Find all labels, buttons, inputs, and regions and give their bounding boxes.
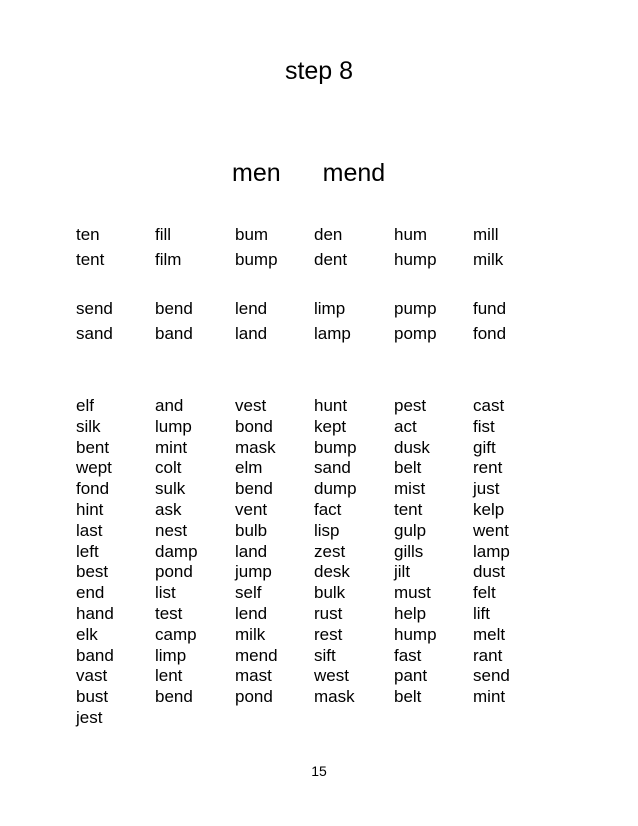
word-cell: rent: [473, 458, 503, 478]
word-cell: pant: [394, 666, 428, 686]
focus-word-pair: [232, 158, 385, 188]
word-cell: mist: [394, 479, 426, 499]
word-cell: best: [76, 562, 109, 582]
word-cell: kept: [314, 416, 347, 436]
word-cell: gift: [473, 437, 496, 457]
word-cell: milk: [235, 624, 266, 644]
word-cell: gills: [394, 541, 424, 561]
word-pairs-group-1: [76, 222, 556, 272]
word-cell: colt: [155, 458, 182, 478]
word-cell: limp: [155, 645, 187, 665]
page-number: 15: [311, 763, 327, 779]
word-row: [76, 666, 556, 687]
word-row: [76, 646, 556, 667]
word-cell: camp: [155, 624, 197, 644]
word-cell: mask: [235, 437, 276, 457]
word-cell: bond: [235, 416, 273, 436]
word-row: [76, 708, 556, 729]
word-cell: elf: [76, 396, 94, 415]
word-cell: mend: [235, 645, 278, 665]
word-cell: kelp: [473, 499, 505, 519]
word-cell: rust: [314, 603, 343, 623]
focus-word-blend: mend: [322, 159, 386, 187]
word-row: [76, 396, 556, 417]
word-cell: send: [76, 299, 113, 318]
word-row: [76, 625, 556, 646]
word-cell: lisp: [314, 520, 340, 540]
word-cell: ask: [155, 499, 182, 519]
word-row: [76, 417, 556, 438]
word-cell: tent: [394, 499, 423, 519]
word-cell: send: [473, 666, 510, 686]
word-cell: lift: [473, 603, 490, 623]
word-cell: vent: [235, 499, 268, 519]
word-list-grid: [76, 396, 556, 729]
word-cell: dusk: [394, 437, 430, 457]
word-cell: bump: [314, 437, 357, 457]
word-cell: lump: [155, 416, 192, 436]
word-cell: fond: [76, 479, 110, 499]
word-cell: fund: [473, 299, 507, 318]
word-cell: hump: [394, 624, 437, 644]
word-cell: hump: [394, 250, 437, 269]
word-row: [76, 247, 556, 272]
word-cell: melt: [473, 624, 506, 644]
word-row: [76, 321, 556, 346]
word-cell: bulb: [235, 520, 268, 540]
word-cell: vast: [76, 666, 108, 686]
word-cell: last: [76, 520, 103, 540]
word-cell: sift: [314, 645, 336, 665]
word-cell: [155, 708, 235, 729]
word-cell: hum: [394, 225, 428, 244]
word-cell: nest: [155, 520, 188, 540]
word-cell: land: [235, 324, 268, 343]
word-cell: left: [76, 541, 99, 561]
word-cell: mill: [473, 225, 499, 244]
word-row: [76, 562, 556, 583]
word-row: [76, 479, 556, 500]
word-cell: belt: [394, 687, 422, 707]
word-cell: rest: [314, 624, 343, 644]
word-cell: bump: [235, 250, 278, 269]
word-cell: jump: [235, 562, 272, 582]
word-cell: fill: [155, 225, 172, 244]
word-row: [76, 604, 556, 625]
word-cell: mint: [473, 687, 506, 707]
word-cell: must: [394, 583, 431, 603]
word-cell: just: [473, 479, 500, 499]
word-cell: ten: [76, 225, 100, 244]
word-cell: wept: [76, 458, 112, 478]
word-row: [76, 222, 556, 247]
word-cell: gulp: [394, 520, 427, 540]
word-cell: self: [235, 583, 262, 603]
word-cell: sand: [76, 324, 113, 343]
word-cell: belt: [394, 458, 422, 478]
word-cell: end: [76, 583, 105, 603]
word-cell: land: [235, 541, 268, 561]
word-cell: [473, 708, 553, 729]
word-cell: lend: [235, 299, 268, 318]
word-cell: band: [155, 324, 193, 343]
word-cell: help: [394, 603, 427, 623]
word-row: [76, 438, 556, 459]
word-cell: mint: [155, 437, 188, 457]
word-cell: pump: [394, 299, 437, 318]
word-cell: fast: [394, 645, 422, 665]
word-cell: cast: [473, 396, 505, 415]
word-cell: [314, 708, 394, 729]
word-cell: hint: [76, 499, 104, 519]
word-cell: hunt: [314, 396, 348, 415]
word-cell: dent: [314, 250, 348, 269]
word-cell: vest: [235, 396, 267, 415]
word-cell: mast: [235, 666, 272, 686]
word-cell: elk: [76, 624, 98, 644]
word-row: [76, 458, 556, 479]
word-pairs-group-2: [76, 296, 556, 346]
word-cell: tent: [76, 250, 105, 269]
word-cell: felt: [473, 583, 496, 603]
word-row: [76, 583, 556, 604]
word-cell: film: [155, 250, 182, 269]
word-cell: zest: [314, 541, 346, 561]
word-cell: dump: [314, 479, 357, 499]
word-row: [76, 687, 556, 708]
word-cell: lamp: [473, 541, 510, 561]
word-cell: [394, 708, 473, 729]
word-cell: elm: [235, 458, 263, 478]
focus-word-base: men: [232, 159, 281, 187]
word-cell: fist: [473, 416, 495, 436]
word-cell: sulk: [155, 479, 186, 499]
word-cell: damp: [155, 541, 198, 561]
word-cell: went: [473, 520, 509, 540]
word-row: [76, 500, 556, 521]
word-cell: fond: [473, 324, 507, 343]
word-cell: bend: [155, 687, 193, 707]
word-cell: pond: [155, 562, 193, 582]
word-cell: act: [394, 416, 417, 436]
word-cell: silk: [76, 416, 101, 436]
word-cell: dust: [473, 562, 506, 582]
word-cell: pond: [235, 687, 273, 707]
word-cell: bend: [235, 479, 273, 499]
word-cell: hand: [76, 603, 114, 623]
word-cell: den: [314, 225, 343, 244]
word-cell: test: [155, 603, 183, 623]
word-cell: jilt: [394, 562, 411, 582]
word-cell: bum: [235, 225, 269, 244]
word-cell: pest: [394, 396, 427, 415]
word-cell: and: [155, 396, 184, 415]
word-row: [76, 521, 556, 542]
word-cell: [235, 708, 314, 729]
word-cell: fact: [314, 499, 342, 519]
word-cell: bend: [155, 299, 193, 318]
word-cell: bent: [76, 437, 110, 457]
page-title: step 8: [284, 57, 354, 85]
word-cell: bulk: [314, 583, 346, 603]
word-cell: list: [155, 583, 176, 603]
word-row: [76, 296, 556, 321]
word-cell: sand: [314, 458, 351, 478]
word-cell: bust: [76, 687, 109, 707]
word-cell: pomp: [394, 324, 437, 343]
word-cell: jest: [76, 707, 103, 727]
word-cell: west: [314, 666, 349, 686]
word-cell: milk: [473, 250, 504, 269]
word-cell: band: [76, 645, 114, 665]
word-cell: limp: [314, 299, 346, 318]
word-cell: lend: [235, 603, 268, 623]
word-cell: desk: [314, 562, 350, 582]
word-row: [76, 542, 556, 563]
word-cell: rant: [473, 645, 503, 665]
word-cell: lamp: [314, 324, 351, 343]
word-cell: lent: [155, 666, 183, 686]
word-cell: mask: [314, 687, 355, 707]
